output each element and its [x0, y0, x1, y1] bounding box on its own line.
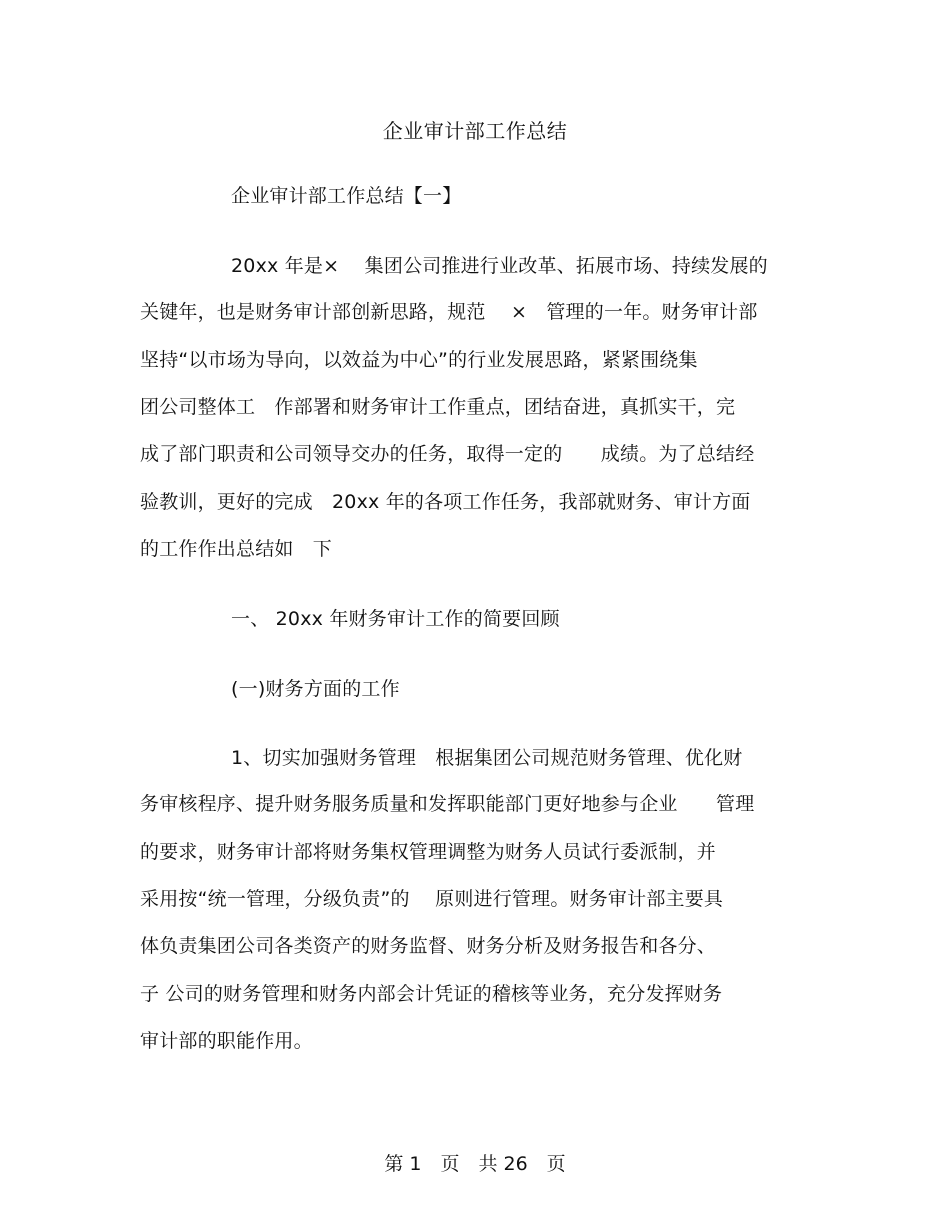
- paragraph-line: 子 公司的财务管理和财务内部会计凭证的稽核等业务，充分发挥财务: [140, 983, 723, 1005]
- section-heading: 一、 20xx 年财务审计工作的简要回顾: [231, 608, 560, 630]
- paragraph-line: 验教训，更好的完成 20xx 年的各项工作任务，我部就财务、审计方面: [140, 491, 751, 513]
- paragraph-line: 1、切实加强财务管理 根据集团公司规范财务管理、优化财: [231, 747, 743, 769]
- paragraph-line: 20xx 年是× 集团公司推进行业改革、拓展市场、持续发展的: [231, 255, 768, 277]
- paragraph-line: 成了部门职责和公司领导交办的任务，取得一定的 成绩。为了总结经: [140, 443, 755, 465]
- subsection-heading: (一)财务方面的工作: [231, 678, 400, 700]
- paragraph-line: 务审核程序、提升财务服务质量和发挥职能部门更好地参与企业 管理: [140, 793, 755, 815]
- paragraph-line: 的要求，财务审计部将财务集权管理调整为财务人员试行委派制，并: [140, 841, 717, 863]
- paragraph-line: 关键年，也是财务审计部创新思路，规范 × 管理的一年。财务审计部: [140, 301, 758, 323]
- paragraph-line: 采用按“统一管理，分级负责”的 原则进行管理。财务审计部主要具: [140, 888, 724, 910]
- paragraph-line: 团公司整体工 作部署和财务审计工作重点，团结奋进，真抓实干，完: [140, 396, 736, 418]
- paragraph-line: 审计部的职能作用。: [140, 1030, 313, 1052]
- document-title: 企业审计部工作总结: [382, 119, 568, 143]
- page-number-footer: 第 1 页 共 26 页: [384, 1153, 566, 1175]
- paragraph-line: 体负责集团公司各类资产的财务监督、财务分析及财务报告和各分、: [140, 935, 717, 957]
- paragraph-line: 的工作作出总结如 下: [140, 538, 333, 560]
- paragraph-line: 坚持“以市场为导向，以效益为中心”的行业发展思路，紧紧围绕集: [140, 349, 698, 371]
- document-subtitle: 企业审计部工作总结【一】: [231, 185, 462, 207]
